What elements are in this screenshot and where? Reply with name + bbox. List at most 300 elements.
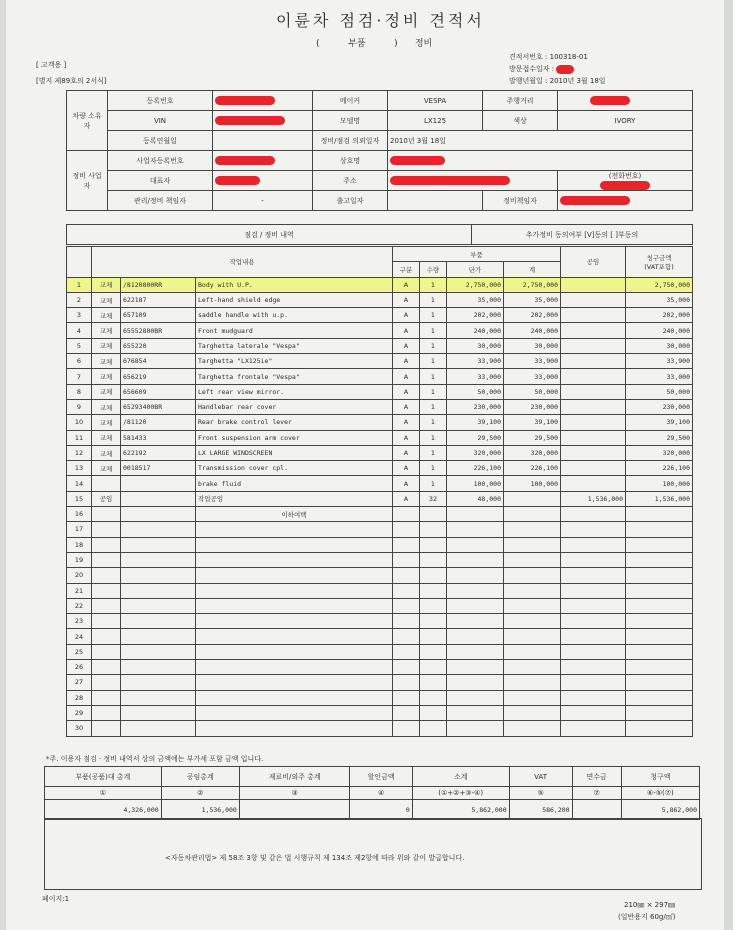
item-type [393, 614, 420, 629]
item-kind: 교체 [92, 369, 121, 384]
item-sum [504, 660, 561, 675]
item-unit: 240,000 [447, 323, 504, 338]
item-labor [561, 690, 626, 705]
item-no: 4 [67, 323, 92, 338]
item-kind [92, 598, 121, 613]
request-date-label: 정비/점검 의뢰일자 [313, 131, 388, 151]
item-qty: 32 [420, 491, 447, 506]
address-label: 주소 [313, 171, 388, 191]
item-claim [626, 660, 693, 675]
item-type: A [393, 338, 420, 353]
item-unit [447, 705, 504, 720]
item-qty: 1 [420, 445, 447, 460]
item-type [393, 660, 420, 675]
work-header-table [66, 224, 693, 245]
item-kind: 교체 [92, 292, 121, 307]
table-row [67, 308, 693, 323]
due-date-label: 출고일자 [313, 191, 388, 211]
item-claim [626, 614, 693, 629]
item-kind [92, 660, 121, 675]
item-claim: 33,000 [626, 369, 693, 384]
redaction-mark [390, 176, 510, 185]
item-unit: 35,000 [447, 292, 504, 307]
legal-notice: <자동차관리법> 제 58조 3항 및 같은 법 시행규칙 제 134조 제2항에 따라 위와 같이 발급합니다. [165, 854, 465, 862]
col-description: 작업내용 [92, 247, 393, 278]
item-code: 581433 [121, 430, 196, 445]
item-desc [196, 568, 393, 583]
item-no: 1 [67, 277, 92, 292]
work-section-label: 점검 / 정비 내역 [67, 225, 472, 245]
item-qty [420, 629, 447, 644]
item-kind [92, 629, 121, 644]
item-sum [504, 629, 561, 644]
material-total-label: 재료비/외주 총계 [239, 767, 350, 787]
item-desc [196, 721, 393, 736]
reg-no-value [213, 91, 313, 111]
item-no: 13 [67, 461, 92, 476]
reg-date-value [213, 131, 313, 151]
item-code: /81120 [121, 415, 196, 430]
item-claim [626, 552, 693, 567]
item-claim: 202,000 [626, 308, 693, 323]
item-labor [561, 308, 626, 323]
item-type [393, 598, 420, 613]
item-code: 0018517 [121, 461, 196, 476]
item-no: 23 [67, 614, 92, 629]
item-qty: 1 [420, 384, 447, 399]
item-type: A [393, 491, 420, 506]
paper-type: (일반용지 60g/㎡) [618, 913, 676, 921]
paper-size: 210㎜ × 297㎜ [624, 901, 676, 909]
item-desc: Targhetta "LX125ie" [196, 354, 393, 369]
item-unit [447, 675, 504, 690]
maker-value: VESPA [388, 91, 483, 111]
item-kind: 교체 [92, 445, 121, 460]
redaction-mark [560, 196, 630, 205]
item-unit [447, 690, 504, 705]
item-sum [504, 644, 561, 659]
item-type [393, 629, 420, 644]
item-type [393, 507, 420, 522]
mileage-label: 주행거리 [483, 91, 558, 111]
summary-table: 부품(공품)대 총계 공임총계 재료비/외주 총계 할인금액 소계 VAT 면수금 청구액 ① ② ③ ④ (①+②+③-④) ⑤ ⑦ ⑥-⑤(⑦) 4,326,000 1,536,000 0 5,862,000 586,200 5,862,000 [44, 766, 700, 820]
item-qty [420, 614, 447, 629]
inspector-label: 관리/정비 책임자 [108, 191, 213, 211]
item-unit: 2,750,000 [447, 277, 504, 292]
item-kind [92, 537, 121, 552]
item-kind: 교체 [92, 354, 121, 369]
item-claim [626, 705, 693, 720]
item-code [121, 568, 196, 583]
item-type [393, 552, 420, 567]
item-unit: 30,000 [447, 338, 504, 353]
item-qty [420, 522, 447, 537]
item-claim [626, 537, 693, 552]
item-desc [196, 552, 393, 567]
item-desc [196, 598, 393, 613]
redaction-mark [556, 65, 574, 74]
item-qty [420, 644, 447, 659]
item-kind: 교체 [92, 415, 121, 430]
item-type [393, 522, 420, 537]
labor-total-value: 1,536,000 [161, 800, 239, 820]
item-no: 18 [67, 537, 92, 552]
item-type: A [393, 430, 420, 445]
item-no: 5 [67, 338, 92, 353]
item-kind: 공임 [92, 491, 121, 506]
maker-label: 메이커 [313, 91, 388, 111]
table-row [67, 568, 693, 583]
business-section-label: 정비 사업자 [67, 151, 108, 211]
item-claim [626, 721, 693, 736]
business-name-label: 상호명 [313, 151, 388, 171]
item-code [121, 660, 196, 675]
item-desc [196, 690, 393, 705]
table-row [67, 537, 693, 552]
item-labor [561, 614, 626, 629]
mechanic-value [558, 191, 693, 211]
item-labor [561, 660, 626, 675]
col-qty: 수량 [420, 262, 447, 277]
table-row [67, 629, 693, 644]
item-code [121, 598, 196, 613]
item-no: 11 [67, 430, 92, 445]
item-desc: LX LARGE WINDSCREEN [196, 445, 393, 460]
item-type: A [393, 384, 420, 399]
item-qty: 1 [420, 399, 447, 414]
item-claim: 320,000 [626, 445, 693, 460]
item-unit: 48,000 [447, 491, 504, 506]
item-claim: 30,000 [626, 338, 693, 353]
item-desc [196, 522, 393, 537]
item-code: 676854 [121, 354, 196, 369]
item-code: 657109 [121, 308, 196, 323]
item-qty: 1 [420, 415, 447, 430]
item-unit [447, 568, 504, 583]
model-value: LX125 [388, 111, 483, 131]
item-sum [504, 705, 561, 720]
item-type [393, 675, 420, 690]
item-qty [420, 552, 447, 567]
work-items-table [66, 246, 693, 737]
item-type [393, 583, 420, 598]
item-unit [447, 552, 504, 567]
item-desc: Targhetta frontale "Vespa" [196, 369, 393, 384]
item-unit [447, 660, 504, 675]
redaction-mark [600, 181, 650, 190]
representative-label: 대표자 [108, 171, 213, 191]
col-unit-price: 단가 [447, 262, 504, 277]
table-row [67, 338, 693, 353]
item-claim: 2,750,000 [626, 277, 693, 292]
item-sum [504, 491, 561, 506]
item-kind: 교체 [92, 338, 121, 353]
item-desc: Front suspension arm cover [196, 430, 393, 445]
item-type [393, 690, 420, 705]
item-type [393, 644, 420, 659]
item-labor [561, 445, 626, 460]
item-claim [626, 629, 693, 644]
item-desc: 작업공임 [196, 491, 393, 506]
item-type [393, 721, 420, 736]
item-no: 29 [67, 705, 92, 720]
item-claim [626, 690, 693, 705]
item-code [121, 690, 196, 705]
subtotal-label: 소계 [412, 767, 509, 787]
claim-value: 5,862,000 [621, 800, 699, 820]
item-no: 20 [67, 568, 92, 583]
address-value [388, 171, 558, 191]
item-labor [561, 277, 626, 292]
item-type [393, 537, 420, 552]
item-no: 12 [67, 445, 92, 460]
item-code: 622187 [121, 292, 196, 307]
redaction-mark [215, 156, 275, 165]
item-claim [626, 644, 693, 659]
page-number: 페이지:1 [42, 895, 70, 903]
item-qty [420, 705, 447, 720]
item-labor [561, 415, 626, 430]
table-row [67, 507, 693, 522]
item-unit: 100,000 [447, 476, 504, 491]
item-qty [420, 507, 447, 522]
labor-total-label: 공임총계 [161, 767, 239, 787]
table-row [67, 644, 693, 659]
item-claim: 226,100 [626, 461, 693, 476]
item-no: 16 [67, 507, 92, 522]
item-unit: 320,000 [447, 445, 504, 460]
item-qty: 1 [420, 354, 447, 369]
discount-label: 할인금액 [350, 767, 412, 787]
item-labor [561, 399, 626, 414]
item-desc: Left-hand shield edge [196, 292, 393, 307]
item-no: 15 [67, 491, 92, 506]
item-kind: 교체 [92, 461, 121, 476]
item-desc [196, 629, 393, 644]
item-labor [561, 644, 626, 659]
item-desc [196, 705, 393, 720]
item-claim [626, 583, 693, 598]
item-no: 27 [67, 675, 92, 690]
item-qty [420, 690, 447, 705]
item-no: 19 [67, 552, 92, 567]
item-unit: 226,100 [447, 461, 504, 476]
item-type: A [393, 308, 420, 323]
item-sum: 230,000 [504, 399, 561, 414]
item-claim: 29,500 [626, 430, 693, 445]
item-qty: 1 [420, 323, 447, 338]
item-claim [626, 507, 693, 522]
customer-copy-label: [ 고객용 ] [36, 61, 67, 69]
material-total-value [239, 800, 350, 820]
item-code [121, 629, 196, 644]
item-qty [420, 537, 447, 552]
item-sum: 240,000 [504, 323, 561, 338]
item-sum [504, 507, 561, 522]
item-kind: 교체 [92, 430, 121, 445]
item-code [121, 537, 196, 552]
item-type: A [393, 476, 420, 491]
item-claim: 50,000 [626, 384, 693, 399]
item-no: 3 [67, 308, 92, 323]
item-code [121, 522, 196, 537]
item-code: 65552800BR [121, 323, 196, 338]
table-row [67, 690, 693, 705]
vin-value [213, 111, 313, 131]
due-date-value [388, 191, 483, 211]
item-claim [626, 522, 693, 537]
redaction-mark [215, 116, 285, 125]
table-row [67, 491, 693, 506]
item-sum [504, 537, 561, 552]
item-sum: 202,000 [504, 308, 561, 323]
reg-date-label: 등록연월일 [108, 131, 213, 151]
item-labor [561, 552, 626, 567]
item-no: 21 [67, 583, 92, 598]
item-labor [561, 430, 626, 445]
document-page [6, 0, 724, 930]
table-row [67, 369, 693, 384]
item-kind: 교체 [92, 384, 121, 399]
item-labor [561, 583, 626, 598]
vin-label: VIN [108, 111, 213, 131]
item-labor [561, 369, 626, 384]
item-type: A [393, 461, 420, 476]
item-sum [504, 522, 561, 537]
item-no: 30 [67, 721, 92, 736]
item-labor [561, 338, 626, 353]
claim-label: 청구액 [621, 767, 699, 787]
item-labor [561, 629, 626, 644]
business-name-value [388, 151, 693, 171]
table-row [67, 354, 693, 369]
item-type [393, 705, 420, 720]
biz-no-value [213, 151, 313, 171]
item-desc: Front mudguard [196, 323, 393, 338]
item-claim: 39,100 [626, 415, 693, 430]
item-kind [92, 507, 121, 522]
table-row [67, 323, 693, 338]
item-sum [504, 690, 561, 705]
item-code [121, 705, 196, 720]
additional-work-consent: 추가정비 동의여부 [V]동의 [ ]부동의 [472, 225, 693, 245]
item-labor [561, 292, 626, 307]
item-sum: 29,500 [504, 430, 561, 445]
item-sum: 100,000 [504, 476, 561, 491]
item-labor [561, 323, 626, 338]
item-unit [447, 598, 504, 613]
item-labor [561, 507, 626, 522]
item-kind [92, 705, 121, 720]
item-qty: 1 [420, 461, 447, 476]
item-no: 10 [67, 415, 92, 430]
legal-notice-box [44, 818, 702, 890]
item-kind: 교체 [92, 308, 121, 323]
item-desc: brake fluid [196, 476, 393, 491]
item-unit [447, 507, 504, 522]
mechanic-label: 정비책임자 [483, 191, 558, 211]
item-code [121, 507, 196, 522]
item-labor [561, 598, 626, 613]
table-row [67, 461, 693, 476]
item-kind [92, 644, 121, 659]
item-no: 6 [67, 354, 92, 369]
item-no: 22 [67, 598, 92, 613]
item-unit [447, 721, 504, 736]
item-type: A [393, 292, 420, 307]
estimate-number: 견적서번호 : 100318-01 [509, 53, 588, 61]
item-sum: 39,100 [504, 415, 561, 430]
item-desc: Transmission cover cpl. [196, 461, 393, 476]
visit-date: 방문접수일자 : [509, 64, 574, 74]
item-claim: 33,900 [626, 354, 693, 369]
item-sum: 30,000 [504, 338, 561, 353]
item-desc: Body with U.P. [196, 277, 393, 292]
item-type: A [393, 445, 420, 460]
item-sum: 2,750,000 [504, 277, 561, 292]
item-desc: Targhetta laterale "Vespa" [196, 338, 393, 353]
table-row [67, 721, 693, 736]
item-code [121, 675, 196, 690]
item-sum [504, 614, 561, 629]
item-qty: 1 [420, 308, 447, 323]
col-claim: 청구금액 (VAT포함) [626, 247, 693, 278]
item-kind: 교체 [92, 277, 121, 292]
item-sum: 35,000 [504, 292, 561, 307]
item-code: 65293400BR [121, 399, 196, 414]
table-row [67, 415, 693, 430]
item-desc: Left rear view mirror. [196, 384, 393, 399]
redaction-mark [215, 96, 275, 105]
item-sum [504, 583, 561, 598]
item-desc [196, 537, 393, 552]
redaction-mark [590, 96, 630, 105]
item-code: 656609 [121, 384, 196, 399]
item-unit: 230,000 [447, 399, 504, 414]
deduction-label: 면수금 [572, 767, 621, 787]
form-reference: [별지 제89호의 2서식] [36, 77, 107, 85]
item-code [121, 491, 196, 506]
col-labor: 공임 [561, 247, 626, 278]
table-row [67, 277, 693, 292]
item-unit [447, 522, 504, 537]
phone-cell: (전화번호) [558, 171, 693, 191]
item-code [121, 476, 196, 491]
item-kind [92, 476, 121, 491]
parts-total-value: 4,326,000 [45, 800, 162, 820]
item-sum: 226,100 [504, 461, 561, 476]
item-unit: 39,100 [447, 415, 504, 430]
col-sum: 계 [504, 262, 561, 277]
item-claim: 1,536,000 [626, 491, 693, 506]
item-kind: 교체 [92, 399, 121, 414]
item-kind [92, 690, 121, 705]
item-desc [196, 675, 393, 690]
mileage-value [558, 91, 693, 111]
item-kind [92, 552, 121, 567]
table-row [67, 598, 693, 613]
item-no: 2 [67, 292, 92, 307]
table-row [67, 660, 693, 675]
item-claim: 240,000 [626, 323, 693, 338]
item-code [121, 721, 196, 736]
item-desc: Handlebar rear cover [196, 399, 393, 414]
item-code: 622192 [121, 445, 196, 460]
item-no: 25 [67, 644, 92, 659]
item-type: A [393, 354, 420, 369]
item-no: 14 [67, 476, 92, 491]
item-kind [92, 568, 121, 583]
